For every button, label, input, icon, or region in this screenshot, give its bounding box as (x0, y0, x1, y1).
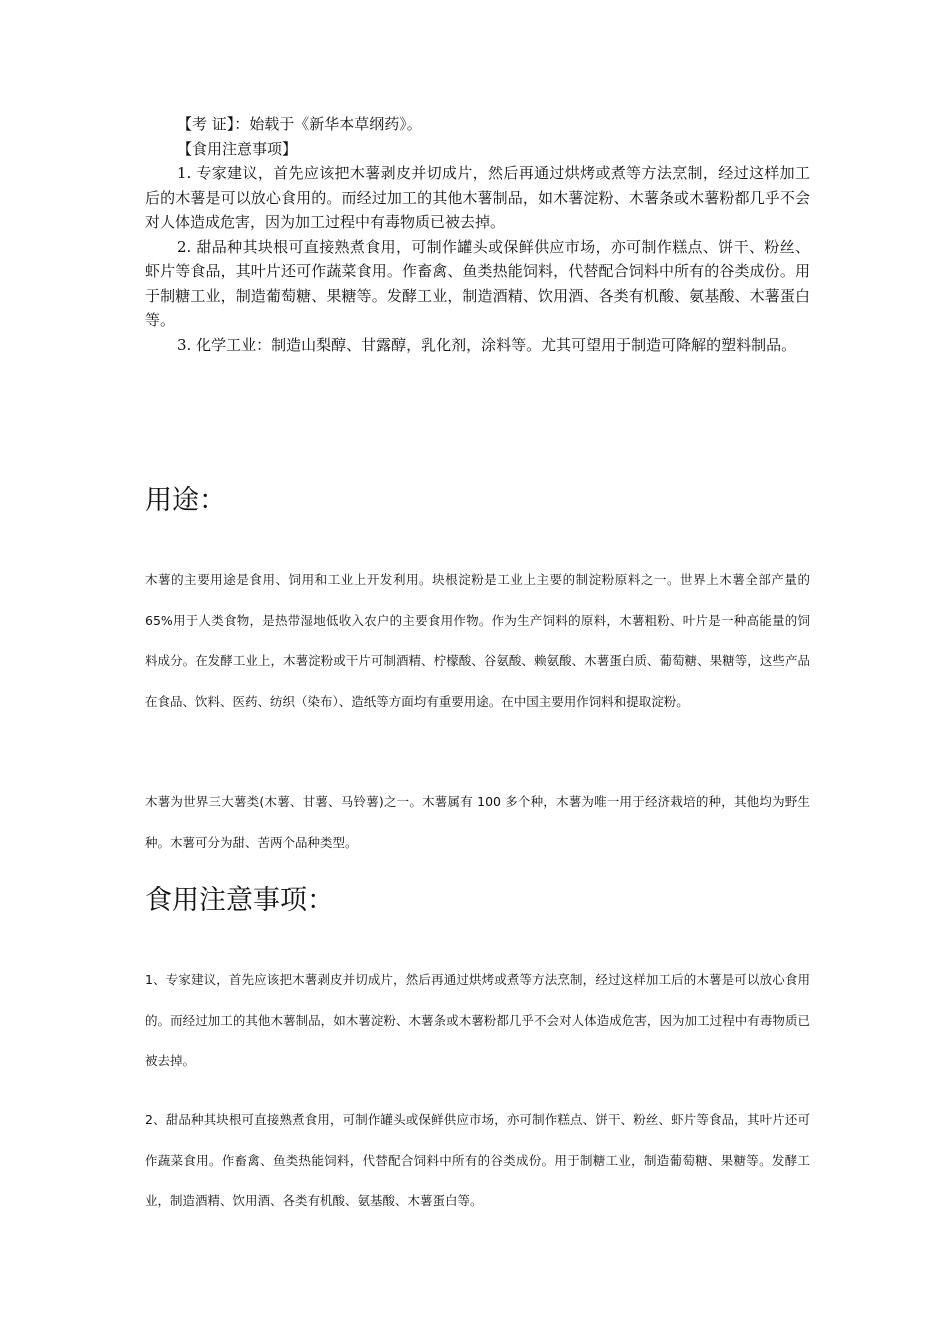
notes-heading: 食用注意事项： (145, 885, 334, 916)
uses-paragraph-2: 木薯为世界三大薯类(木薯、甘薯、马铃薯)之一。木薯属有 100 多个种，木薯为唯一用于经济栽培的种，其他均为野生种。木薯可分为甜、苦两个品种类型。 (145, 794, 810, 850)
notes-paragraph-1: 1、专家建议，首先应该把木薯剥皮并切成片，然后再通过烘烤或煮等方法烹制，经过这样加工后的木薯是可以放心食用的。而经过加工的其他木薯制品，如木薯淀粉、木薯条或木薯粉都几乎不会对人体造成危害，因为加工过程中有毒物质已被去掉。 (145, 972, 810, 1068)
edible-notes-label: 【食用注意事项】 (177, 139, 298, 158)
notes-paragraph-2: 2、甜品种其块根可直接熟煮食用，可制作罐头或保鲜供应市场，亦可制作糕点、饼干、粉丝、虾片等食品，其叶片还可作蔬菜食用。作畜禽、鱼类热能饲料，代替配合饲料中所有的谷类成份。用于制糖工业，制造葡萄糖、果糖等。发酵工业，制造酒精、饮用酒、各类有机酸、氨基酸、木薯蛋白等。 (145, 1112, 810, 1208)
textual-research-line: 【考 证】：始载于《新华本草纲药》。 (177, 115, 422, 133)
herbal-notes-section (145, 112, 810, 357)
uses-paragraph-1: 木薯的主要用途是食用、饲用和工业上开发利用。块根淀粉是工业上主要的制淀粉原料之一。世界上木薯全部产量的65%用于人类食物，是热带湿地低收入农户的主要食用作物。作为生产饲料的原料，木薯粗粉、叶片是一种高能量的饲料成分。在发酵工业上，木薯淀粉或干片可制酒精、柠檬酸、谷氨酸、赖氨酸、木薯蛋白质、葡萄糖、果糖等，这些产品在食品、饮料、医药、纺织（染布）、造纸等方面均有重要用途。在中国主要用作饲料和提取淀粉。 (145, 572, 810, 709)
uses-heading: 用途： (145, 485, 226, 516)
note-item-1: 1. 专家建议，首先应该把木薯剥皮并切成片，然后再通过烘烤或煮等方法烹制，经过这样加工后的木薯是可以放心食用的。而经过加工的其他木薯制品，如木薯淀粉、木薯条或木薯粉都几乎不会对人体造成危害，因为加工过程中有毒物质已被去掉。 (145, 164, 810, 231)
note-item-3: 3. 化学工业：制造山梨醇、甘露醇，乳化剂，涂料等。尤其可望用于制造可降解的塑料制品。 (177, 335, 797, 354)
note-item-2: 2. 甜品种其块根可直接熟煮食用，可制作罐头或保鲜供应市场，亦可制作糕点、饼干、粉丝、虾片等食品，其叶片还可作蔬菜食用。作畜禽、鱼类热能饲料，代替配合饲料中所有的谷类成份。用于制糖工业，制造葡萄糖、果糖等。发酵工业，制造酒精、饮用酒、各类有机酸、氨基酸、木薯蛋白等。 (145, 237, 810, 329)
